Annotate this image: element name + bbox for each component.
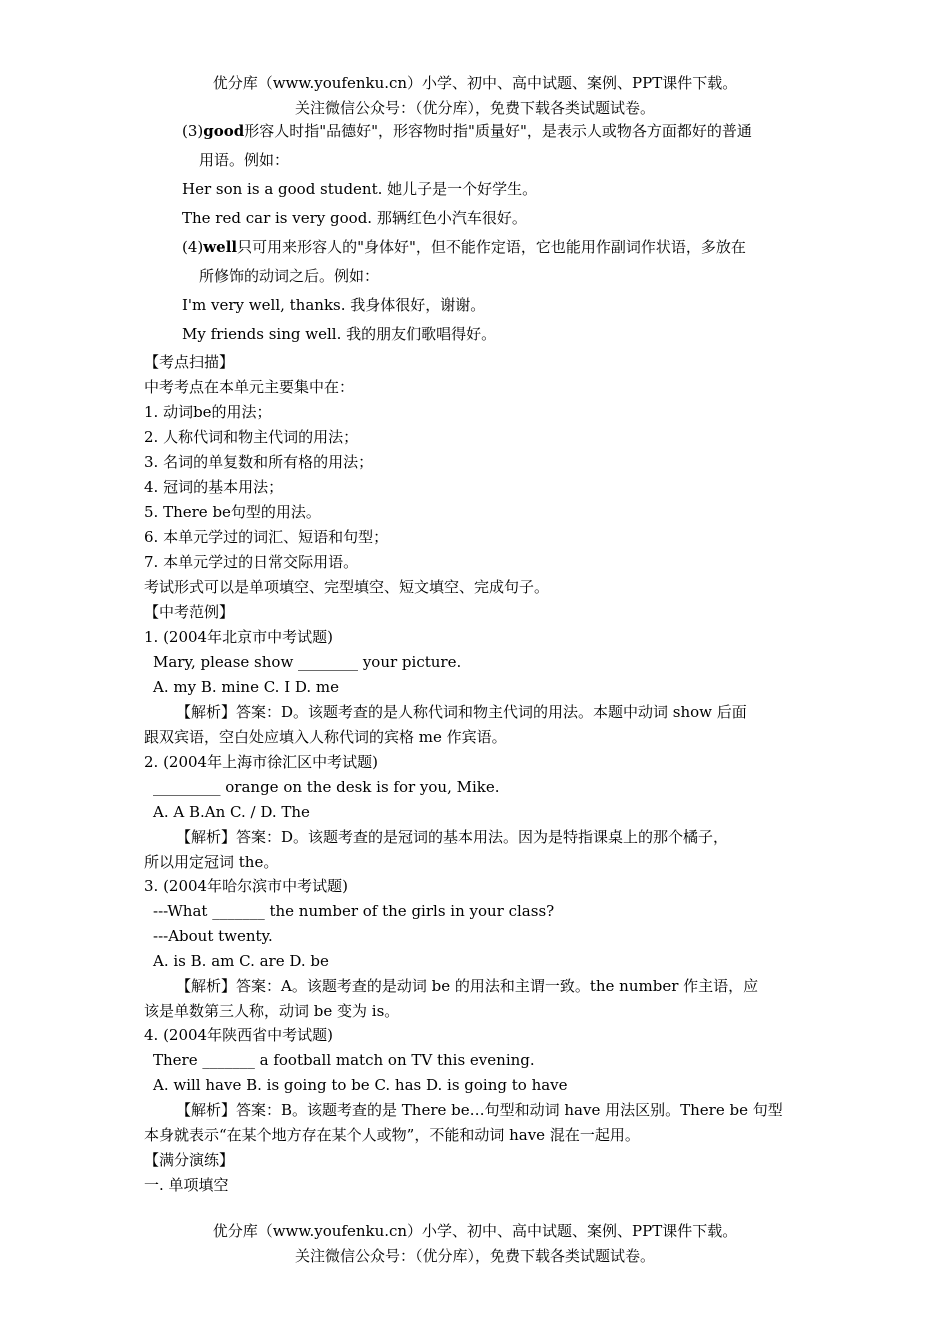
- practice-section-1: 一. 单项填空: [144, 1176, 229, 1194]
- q4-title: 4. (2004年陕西省中考试题): [144, 1026, 333, 1044]
- good-example-2: The red car is very good. 那辆红色小汽车很好。: [182, 209, 527, 227]
- q3-stem-line-2: ---About twenty.: [153, 927, 273, 945]
- q4-analysis-line-1: 【解析】答案：B。该题考查的是 There be…句型和动词 have 用法区别。There be 句型: [176, 1101, 783, 1119]
- q1-analysis-line-2: 跟双宾语，空白处应填入人称代词的宾格 me 作宾语。: [144, 728, 507, 746]
- good-number: (3): [182, 122, 204, 140]
- header-line-2: 关注微信公众号：（优分库），免费下载各类试题试卷。: [294, 99, 655, 117]
- well-keyword: well: [203, 238, 238, 256]
- q1-title: 1. (2004年北京市中考试题): [144, 628, 333, 646]
- q1-stem: Mary, please show ________ your picture.: [153, 653, 462, 671]
- q2-title: 2. (2004年上海市徐汇区中考试题): [144, 753, 378, 771]
- scan-lead: 中考考点在本单元主要集中在：: [144, 378, 355, 396]
- scan-item-7: 7. 本单元学过的日常交际用语。: [144, 553, 359, 571]
- footer-line-2: 关注微信公众号：（优分库），免费下载各类试题试卷。: [294, 1247, 655, 1265]
- good-definition: [182, 121, 752, 141]
- scan-item-6: 6. 本单元学过的词汇、短语和句型；: [144, 528, 389, 546]
- well-example-2: My friends sing well. 我的朋友们歌唱得好。: [182, 325, 497, 343]
- q4-stem: There _______ a football match on TV this evening.: [153, 1051, 535, 1069]
- scan-item-1: 1. 动词be的用法；: [144, 403, 272, 421]
- well-example-1: I'm very well, thanks. 我身体很好，谢谢。: [182, 296, 486, 314]
- scan-item-2: 2. 人称代词和物主代词的用法；: [144, 428, 359, 446]
- good-description: 形容人时指"品德好"，形容物时指"质量好"，是表示人或物各方面都好的普通: [244, 122, 752, 140]
- good-example-1: Her son is a good student. 她儿子是一个好学生。: [182, 180, 538, 198]
- scan-forms: 考试形式可以是单项填空、完型填空、短文填空、完成句子。: [144, 578, 550, 596]
- q3-options: A. is B. am C. are D. be: [153, 952, 329, 970]
- practice-heading: 【满分演练】: [144, 1151, 235, 1169]
- scan-item-3: 3. 名词的单复数和所有格的用法；: [144, 453, 374, 471]
- q2-stem: _________ orange on the desk is for you, Mike.: [153, 778, 500, 796]
- scan-item-5: 5. There be句型的用法。: [144, 503, 321, 521]
- footer-line-1: 优分库（www.youfenku.cn）小学、初中、高中试题、案例、PPT课件下载。: [212, 1222, 738, 1240]
- well-number: (4): [182, 238, 204, 256]
- good-keyword: good: [203, 122, 245, 140]
- well-description: 只可用来形容人的"身体好"，但不能作定语，它也能用作副词作状语，多放在: [237, 238, 746, 256]
- q2-options: A. A B.An C. / D. The: [153, 803, 310, 821]
- q4-options: A. will have B. is going to be C. has D. is going to have: [153, 1076, 568, 1094]
- header-line-1: 优分库（www.youfenku.cn）小学、初中、高中试题、案例、PPT课件下载。: [212, 74, 738, 92]
- q4-analysis-line-2: 本身就表示“在某个地方存在某个人或物”，不能和动词 have 混在一起用。: [144, 1126, 640, 1144]
- q3-stem-line-1: ---What _______ the number of the girls in your class?: [153, 902, 555, 920]
- q1-options: A. my B. mine C. I D. me: [153, 678, 340, 696]
- scan-heading: 【考点扫描】: [144, 353, 235, 371]
- q3-analysis-line-2: 该是单数第三人称，动词 be 变为 is。: [144, 1002, 400, 1020]
- q1-analysis-line-1: 【解析】答案：D。该题考查的是人称代词和物主代词的用法。本题中动词 show 后面: [176, 703, 747, 721]
- examples-heading: 【中考范例】: [144, 603, 235, 621]
- good-definition-continued: 用语。例如：: [199, 151, 290, 169]
- q2-analysis-line-1: 【解析】答案：D。该题考查的是冠词的基本用法。因为是特指课桌上的那个橘子，: [176, 828, 729, 846]
- q2-analysis-line-2: 所以用定冠词 the。: [144, 853, 279, 871]
- well-definition: [182, 237, 746, 257]
- q3-analysis-line-1: 【解析】答案：A。该题考查的是动词 be 的用法和主谓一致。the number 作主语，应: [176, 977, 759, 995]
- scan-item-4: 4. 冠词的基本用法；: [144, 478, 284, 496]
- well-definition-continued: 所修饰的动词之后。例如：: [199, 267, 380, 285]
- q3-title: 3. (2004年哈尔滨市中考试题): [144, 877, 348, 895]
